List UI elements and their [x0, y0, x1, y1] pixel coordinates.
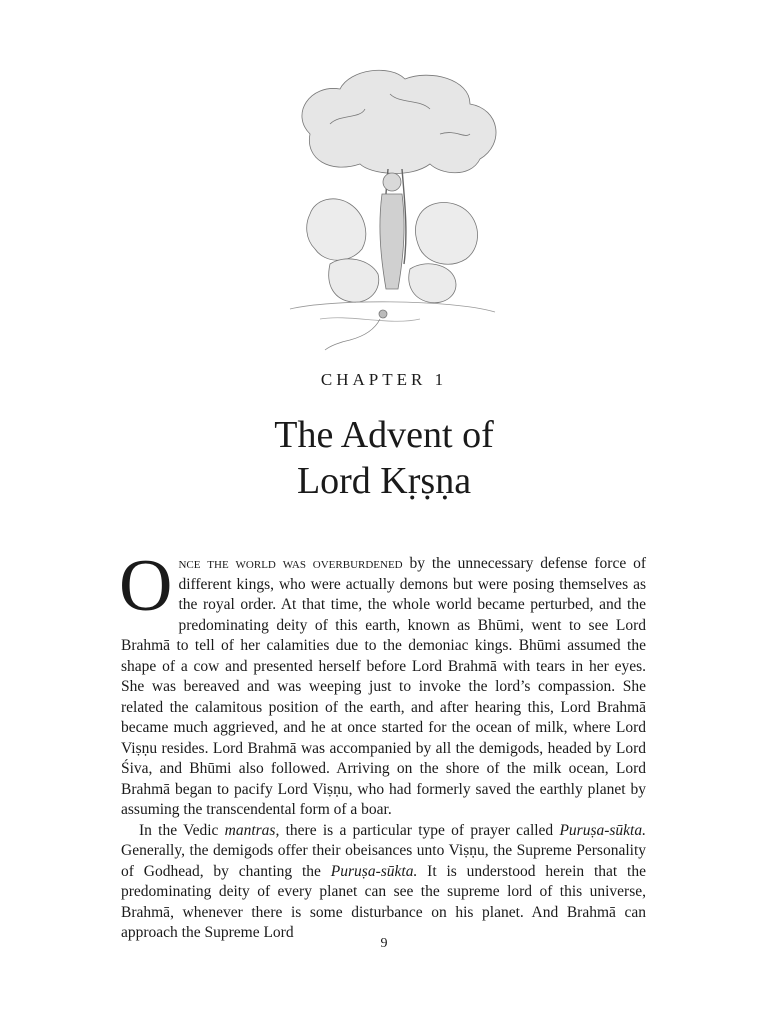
- italic-term: Puruṣa-sūkta.: [559, 821, 646, 839]
- page-number: 9: [380, 936, 388, 951]
- paragraph-2-text: there is a particular type of prayer called: [279, 821, 560, 839]
- chapter-label: CHAPTER 1: [320, 370, 448, 389]
- paragraph-1: [119, 545, 646, 821]
- krishna-illustration: [270, 64, 510, 354]
- italic-term: mantras,: [224, 821, 280, 839]
- paragraph-2: [121, 821, 646, 944]
- chapter-title: [0, 412, 768, 504]
- drop-cap: O: [119, 545, 173, 627]
- paragraph-2-text: In the Vedic: [139, 821, 225, 839]
- chapter-title-line-1: The Advent of: [274, 414, 494, 456]
- paragraph-1-text: by the unnecessary defense force of different kings, who were actually demons but were posing themselves as the royal order. At that time, the whole world became perturbed, and the predominating deity of this earth, known as Bhūmi, went to see Lord Brahmā to tell of her calamities due to the demoniac kings. Bhūmi assumed the shape of a cow and presented herself before Lord Brahmā with tears in her eyes. She was bereaved and was weeping just to invoke the lord’s compassion. She related the calamitous position of the earth, and after hearing this, Lord Brahmā became much aggrieved, and he at once started for the ocean of milk, where Lord Viṣṇu resides. Lord Brahmā was accompanied by all the demigods, headed by Lord Śiva, and Bhūmi also followed. Arriving on the shore of the milk ocean, Lord Brahmā began to pacify Lord Viṣṇu, who had formerly saved the earthly planet by assuming the transcendental form of a boar.: [121, 555, 646, 818]
- lead-in-small-caps: nce the world was overburdened: [178, 555, 403, 572]
- italic-term: Puruṣa-sūkta.: [330, 862, 418, 880]
- paragraph-2-text: It is understood herein that the predominating deity of every planet can see the supreme lord of this universe, Brahmā, whenever there is some disturbance on his planet. And Brahmā can approach the Supreme Lord: [121, 862, 646, 941]
- paragraph-2-text: Generally, the demigods offer their obeisances unto Viṣṇu, the Supreme Personality of Godhead, by chanting the: [121, 842, 646, 880]
- chapter-body: [119, 545, 646, 944]
- chapter-title-line-2: Lord Kṛṣṇa: [296, 460, 472, 502]
